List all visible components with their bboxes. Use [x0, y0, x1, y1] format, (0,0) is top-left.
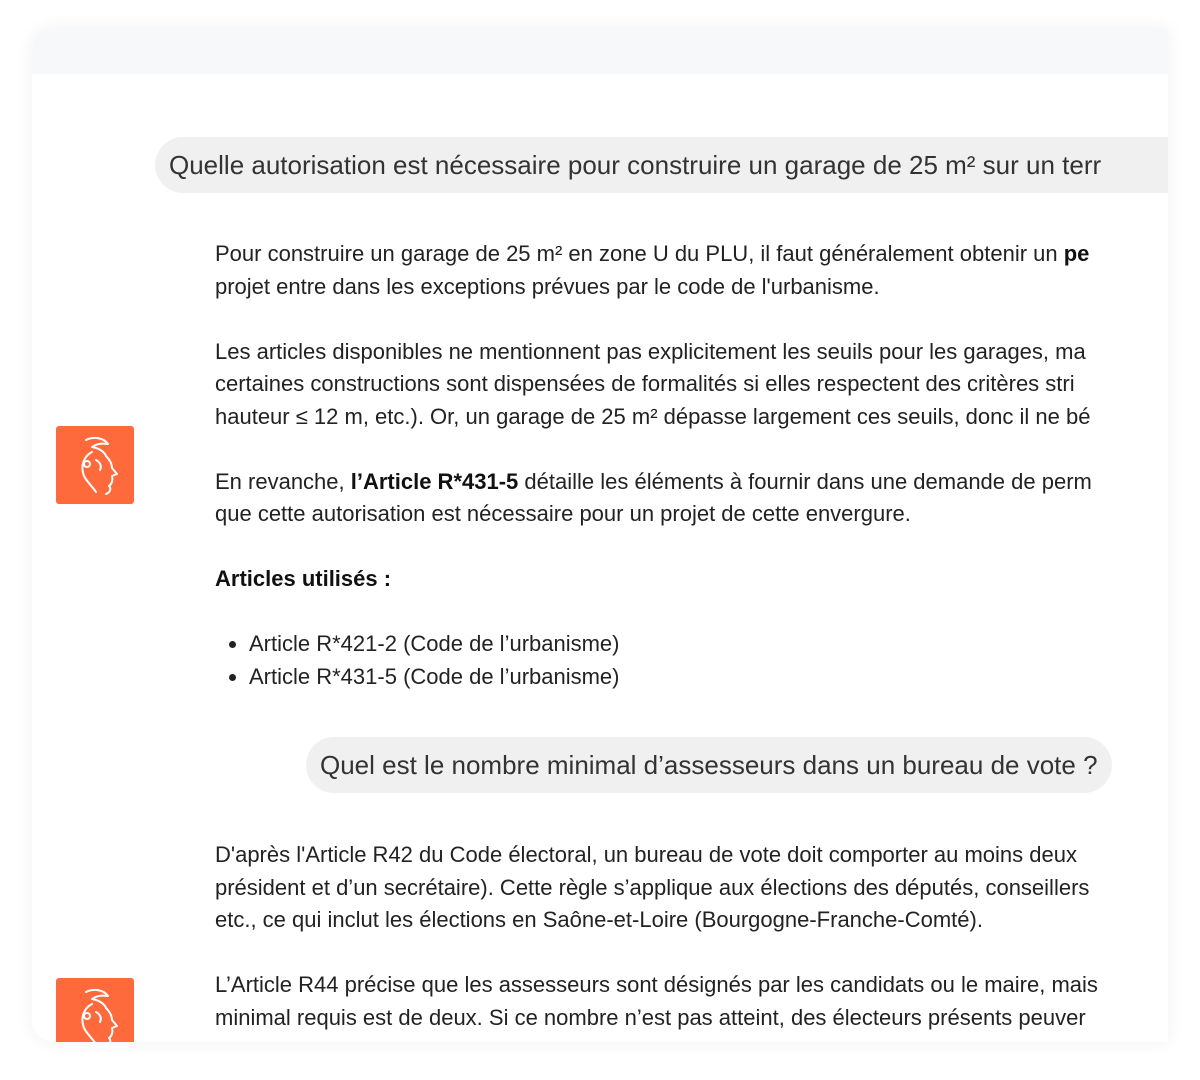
marianne-profile-icon	[56, 978, 134, 1042]
answer-text: L’Article R44 précise que les assesseurs sont désignés par les candidats ou le maire, mais	[215, 972, 1098, 997]
list-item: • Article R*431-5 (Code de l’urbanisme)	[249, 661, 1168, 694]
chat-window	[32, 28, 1168, 1042]
answer-text: hauteur ≤ 12 m, etc.). Or, un garage de 25 m² dépasse largement ces seuils, donc il ne bé	[215, 403, 1091, 429]
answer-bold-text: pe	[1063, 241, 1090, 266]
list-item: • Article R*421-2 (Code de l’urbanisme)	[249, 628, 1168, 661]
answer-paragraph	[215, 969, 1168, 1034]
user-message-1: Quelle autorisation est nécessaire pour construire un garage de 25 m² sur un terr	[155, 137, 1168, 193]
articles-list	[215, 628, 1168, 693]
assistant-message-2	[215, 839, 1168, 1042]
answer-text: Pour construire un garage de 25 m² en zone U du PLU, il faut généralement obtenir un	[215, 241, 1064, 266]
user-message-2: Quel est le nombre minimal d’assesseurs dans un bureau de vote ?	[306, 737, 1112, 793]
answer-text: président et d’un secrétaire). Cette règle s’applique aux élections des députés, conseillers	[215, 874, 1090, 900]
articles-heading: Articles utilisés :	[215, 566, 392, 591]
answer-text: D'après l'Article R42 du Code électoral, un bureau de vote doit comporter au moins deux	[215, 842, 1077, 867]
answer-text: détaille les éléments à fournir dans une demande de perm	[518, 468, 1092, 494]
answer-text: que cette autorisation est nécessaire pour un projet de cette envergure.	[215, 501, 911, 526]
answer-paragraph	[215, 466, 1168, 531]
assistant-avatar	[56, 978, 134, 1042]
assistant-avatar	[56, 426, 134, 504]
marianne-profile-icon	[56, 426, 134, 504]
assistant-message-1	[215, 238, 1168, 693]
answer-paragraph	[215, 336, 1168, 434]
answer-paragraph	[215, 839, 1168, 937]
answer-text: etc., ce qui inclut les élections en Saône-et-Loire (Bourgogne-Franche-Comté).	[215, 907, 983, 932]
answer-paragraph	[215, 238, 1168, 303]
answer-text: projet entre dans les exceptions prévues par le code de l'urbanisme.	[215, 273, 880, 299]
article-reference: l’Article R*431-5	[350, 468, 519, 494]
top-bar	[32, 28, 1168, 74]
answer-text: minimal requis est de deux. Si ce nombre n’est pas atteint, des électeurs présents peuver	[215, 1004, 1086, 1030]
answer-text: Les articles disponibles ne mentionnent pas explicitement les seuils pour les garages, ma	[215, 338, 1086, 364]
answer-text: certaines constructions sont dispensées de formalités si elles respectent des critères stri	[215, 371, 1075, 396]
answer-text: En revanche,	[215, 468, 351, 494]
